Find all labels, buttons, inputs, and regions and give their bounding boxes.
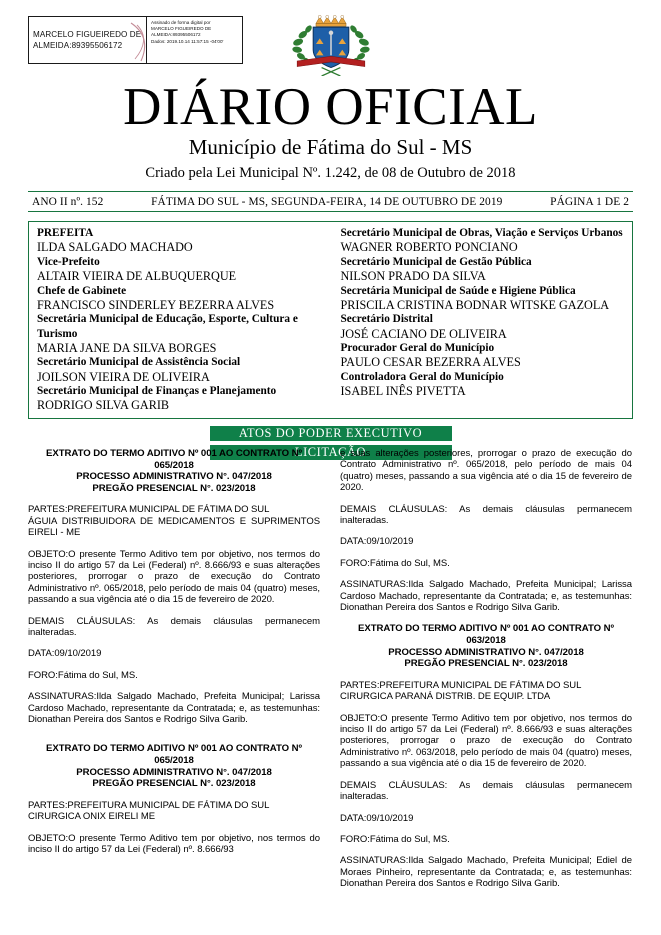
article-objeto: OBJETO:O presente Termo Aditivo tem por objetivo, nos termos do inciso II do artigo 57 da Lei (Federal) nº. 8.666/93 <box>28 832 320 856</box>
signature-subject <box>29 17 146 63</box>
article-partes-line2: CIRURGICA ONIX EIRELI ME <box>28 811 156 823</box>
official-name: WAGNER ROBERTO PONCIANO <box>340 240 518 255</box>
article-heading-line2: 065/2018 <box>154 459 194 471</box>
article-heading <box>28 743 320 789</box>
page-indicator: PÁGINA 1 DE 2 <box>550 195 629 208</box>
article-heading-line4: PREGÃO PRESENCIAL N°. 023/2018 <box>92 778 256 790</box>
official-role: Secretária Municipal de Saúde e Higiene Pública <box>340 284 576 297</box>
article-heading-line1: EXTRATO DO TERMO ADITIVO Nº 001 AO CONTRATO Nº <box>46 448 302 459</box>
official-role: Controladora Geral do Município <box>340 370 504 383</box>
official-role: Secretário Municipal de Gestão Pública <box>340 255 532 268</box>
article-partes-line2: ÁGUIA DISTRIBUIDORA DE MEDICAMENTOS E SUPRIMENTOS EIRELI - ME <box>28 515 320 539</box>
officials-column-right <box>331 226 633 413</box>
article-heading-line2: 065/2018 <box>154 755 194 767</box>
signature-detail-line4: Dados: 2019.10.14 11:57:15 -04'00' <box>151 38 224 44</box>
section-banner-licitacao: LICITAÇÃO <box>210 445 452 460</box>
article-data: DATA:09/10/2019 <box>340 536 414 548</box>
digital-signature-stamp <box>28 16 243 64</box>
article-heading-line2: 063/2018 <box>466 635 506 647</box>
section-banner-atos-poder-executivo: ATOS DO PODER EXECUTIVO <box>210 426 452 441</box>
signature-details <box>146 17 242 63</box>
article-data: DATA:09/10/2019 <box>28 648 102 660</box>
official-role: Vice-Prefeito <box>37 255 100 268</box>
official-name: ILDA SALGADO MACHADO <box>37 240 193 255</box>
official-name: ISABEL INÊS PIVETTA <box>340 384 466 399</box>
article-heading <box>340 623 632 669</box>
officials-column-left <box>29 226 331 413</box>
article-heading-line4: PREGÃO PRESENCIAL N°. 023/2018 <box>92 482 256 494</box>
article-heading <box>28 448 320 494</box>
article-heading-line1: EXTRATO DO TERMO ADITIVO Nº 001 AO CONTRATO Nº <box>46 743 302 755</box>
article-foro: FORO:Fátima do Sul, MS. <box>340 557 450 569</box>
official-role: Secretária Municipal de Educação, Esporte, Cultura e Turismo <box>37 313 298 340</box>
article-partes-line1: PARTES:PREFEITURA MUNICIPAL DE FÁTIMA DO SUL <box>28 799 270 811</box>
signature-detail-line3: ALMEIDA:89395506172 <box>151 32 201 38</box>
edition-date: FÁTIMA DO SUL - MS, SEGUNDA-FEIRA, 14 DE OUTUBRO DE 2019 <box>151 195 503 208</box>
signature-detail-line1: Assinado de forma digital por <box>151 20 211 25</box>
article-foro: FORO:Fátima do Sul, MS. <box>28 669 138 681</box>
article-demais-clausulas: DEMAIS CLÁUSULAS: As demais cláusulas permanecem inalteradas. <box>340 779 632 803</box>
official-name: MARIA JANE DA SILVA BORGES <box>37 340 217 355</box>
article-partes-line2: CIRURGICA PARANÁ DISTRIB. DE EQUIP. LTDA <box>340 691 551 703</box>
official-role: Secretário Municipal de Obras, Viação e Serviços Urbanos <box>340 227 623 239</box>
municipal-coat-of-arms-icon <box>279 0 383 76</box>
article-heading-line3: PROCESSO ADMINISTRATIVO N°. 047/2018 <box>76 471 272 483</box>
article-objeto-continuation: e suas alterações posteriores, prorrogar o prazo de execução do Contrato Administrativo nº. 065/2018, pelo período de mais 04 (quatro) meses, passando a sua vigência até o dia 15 de fevereiro de 2020. <box>340 448 632 494</box>
official-role: Procurador Geral do Município <box>340 342 495 355</box>
official-name: PRISCILA CRISTINA BODNAR WITSKE GAZOLA <box>340 297 610 312</box>
article-spacer <box>28 735 320 743</box>
article-heading-line1: EXTRATO DO TERMO ADITIVO Nº 001 AO CONTRATO Nº <box>358 623 614 635</box>
article-heading-line4: PREGÃO PRESENCIAL N°. 023/2018 <box>404 658 568 670</box>
article-objeto: OBJETO:O presente Termo Aditivo tem por objetivo, nos termos do inciso II do artigo 57 da Lei (Federal) nº. 8.666/93 e suas alterações posteriores, prorrogar o prazo de execução do Contrato Administrativo nº. 063/2018, pelo período de mais 04 (quatro) meses, passando a sua vigência até o dia 15 de fevereiro de 2020. <box>340 712 632 770</box>
column-right <box>340 448 632 890</box>
signature-name-line2: ALMEIDA:89395506172 <box>33 41 123 50</box>
official-name: JOSÉ CACIANO DE OLIVEIRA <box>340 326 507 341</box>
creation-law-line: Criado pela Lei Municipal Nº. 1.242, de 08 de Outubro de 2018 <box>145 165 516 181</box>
article-partes-line1: PARTES:PREFEITURA MUNICIPAL DE FÁTIMA DO SUL <box>28 504 270 516</box>
signature-detail-line2: MARCELO FIGUEIREDO DE <box>151 26 212 32</box>
article-foro: FORO:Fátima do Sul, MS. <box>340 833 450 845</box>
official-name: FRANCISCO SINDERLEY BEZERRA ALVES <box>37 297 275 312</box>
official-role: Secretário Municipal de Assistência Social <box>37 356 241 369</box>
article-columns <box>28 448 633 890</box>
official-role: Secretário Municipal de Finanças e Planejamento <box>37 385 277 398</box>
article-partes-line1: PARTES:PREFEITURA MUNICIPAL DE FÁTIMA DO SUL <box>340 679 582 691</box>
article-assinaturas: ASSINATURAS:Ilda Salgado Machado, Prefeita Municipal; Larissa Cardoso Machado, representante da Contratada; e, as testemunhas: Dionathan Pereira dos Santos e Rodrigo Silva Garib. <box>28 691 320 726</box>
official-name: ALTAIR VIEIRA DE ALBUQUERQUE <box>37 269 237 283</box>
article-demais-clausulas: DEMAIS CLÁUSULAS: As demais cláusulas permanecem inalteradas. <box>340 503 632 527</box>
official-name: PAULO CESAR BEZERRA ALVES <box>340 355 521 370</box>
official-name: RODRIGO SILVA GARIB <box>37 398 170 413</box>
signature-name-line1: MARCELO FIGUEIREDO DE <box>33 30 142 39</box>
article-heading-line3: PROCESSO ADMINISTRATIVO N°. 047/2018 <box>388 646 584 658</box>
officials-box <box>28 221 633 419</box>
edition-bar <box>28 191 633 212</box>
article-data: DATA:09/10/2019 <box>340 812 414 824</box>
column-left <box>28 448 320 890</box>
page-subtitle: Município de Fátima do Sul - MS <box>188 135 473 159</box>
article-heading-line3: PROCESSO ADMINISTRATIVO N°. 047/2018 <box>76 766 272 778</box>
article-assinaturas: ASSINATURAS:Ilda Salgado Machado, Prefeita Municipal; Ediel de Moraes Pinheiro, representante da Contratada; e, as testemunhas: Dionathan Pereira dos Santos e Rodrigo Silva Garib. <box>340 855 632 890</box>
official-role: Chefe de Gabinete <box>37 284 127 297</box>
article-demais-clausulas: DEMAIS CLÁUSULAS: As demais cláusulas permanecem inalteradas. <box>28 615 320 639</box>
official-name: NILSON PRADO DA SILVA <box>340 269 486 283</box>
edition-number: ANO II nº. 152 <box>32 195 104 208</box>
official-role: PREFEITA <box>37 227 94 239</box>
article-assinaturas: ASSINATURAS:Ilda Salgado Machado, Prefeita Municipal; Larissa Cardoso Machado, representante da Contratada; e, as testemunhas: Dionathan Pereira dos Santos e Rodrigo Silva Garib. <box>340 579 632 614</box>
official-role: Secretário Distrital <box>340 313 433 326</box>
page-title: DIÁRIO OFICIAL <box>123 78 538 136</box>
article-objeto: OBJETO:O presente Termo Aditivo tem por objetivo, nos termos do inciso II do artigo 57 da Lei (Federal) nº. 8.666/93 e suas alterações posteriores, prorrogar o prazo de execução do Contrato Administrativo nº. 065/2018, pelo período de mais 04 (quatro) meses, passando a sua vigência até o dia 15 de fevereiro de 2020. <box>28 548 320 606</box>
official-name: JOILSON VIEIRA DE OLIVEIRA <box>37 369 210 384</box>
